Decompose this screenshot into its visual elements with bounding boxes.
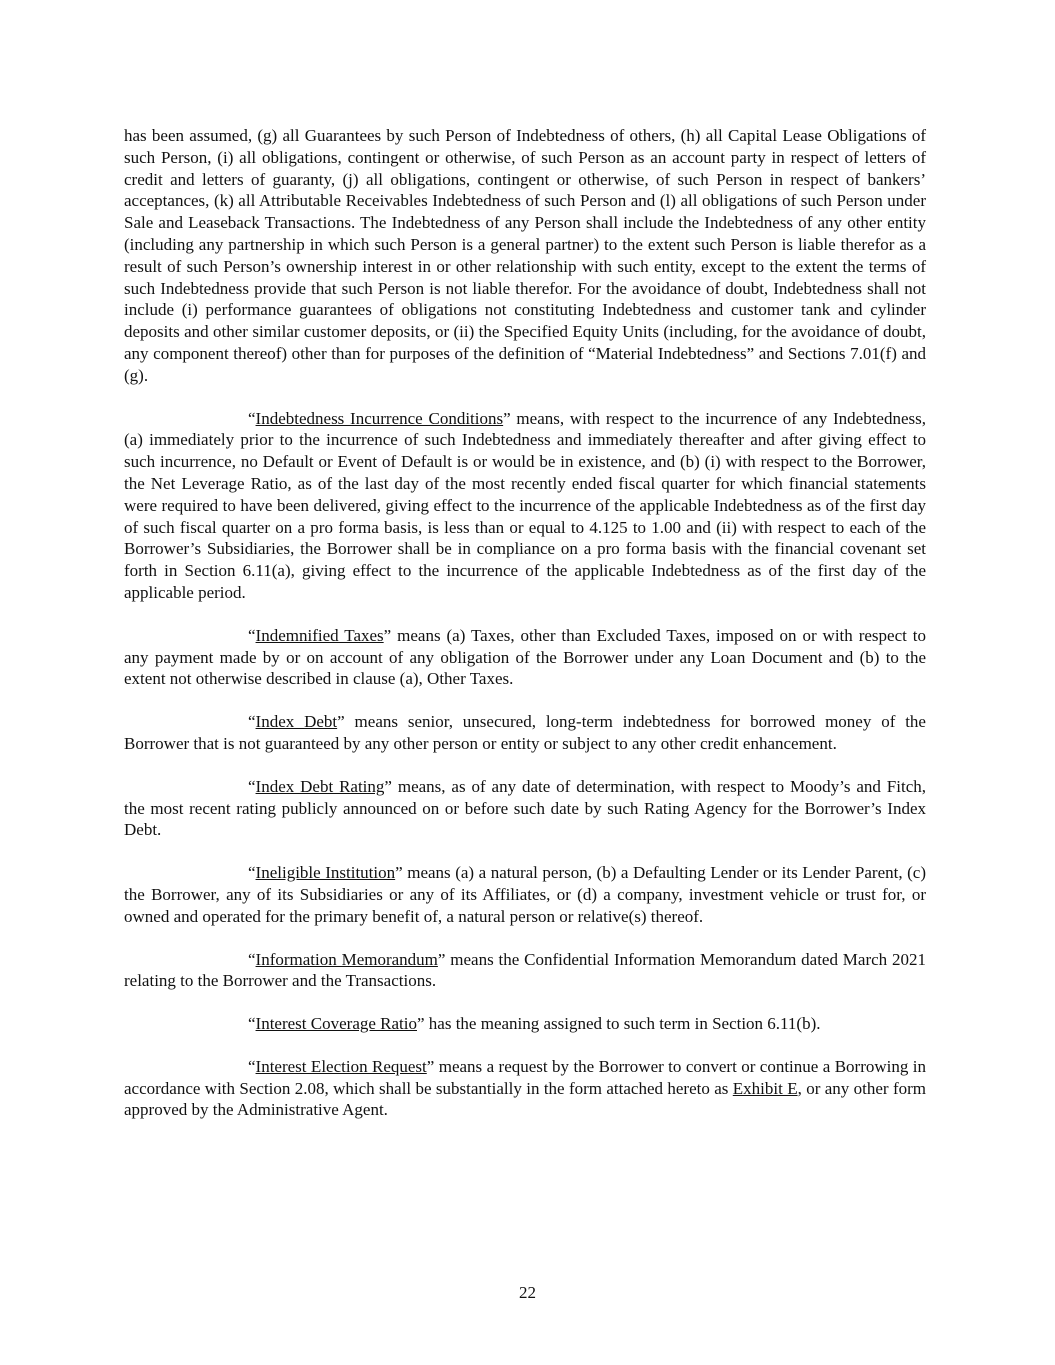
definition-text: ” means a request by the Borrower to convert or continue a Borrowing in accordance with Section 2.08, which shall be substantially in the form attached hereto as (124, 1056, 926, 1098)
defined-term: Interest Election Request (255, 1056, 427, 1076)
defined-term: Interest Coverage Ratio (255, 1014, 417, 1034)
definition-interest-election-request (124, 1056, 926, 1121)
definition-text: ” means, with respect to the incurrence of any Indebtedness, (a) immediately prior to the incurrence of such Indebtedness and immediately thereafter and after giving effect to such incurrence, no Default or Event of Default is or would be in existence, and (b) (i) with respect to the Borrower, the Net Leverage Ratio, as of the last day of the most recently ended fiscal quarter for which financial statements were required to have been delivered, giving effect to the incurrence of the applicable Indebtedness as of the first day of such fiscal quarter on a pro forma basis, is less than or equal to 4.125 to 1.00 and (ii) with respect to each of the Borrower’s Subsidiaries, the Borrower shall be in compliance on a pro forma basis with the financial covenant set forth in Section 6.11(a), giving effect to the incurrence of the applicable Indebtedness as of the first day of the applicable period. (124, 408, 927, 602)
definition-interest-coverage-ratio (124, 1013, 926, 1035)
defined-term: Index Debt Rating (255, 776, 385, 796)
definition-text: ” means (a) a natural person, (b) a Defaulting Lender or its Lender Parent, (c) the Borrower, any of its Subsidiaries or any of its Affiliates, or (d) a company, investment vehicle or trust for, or owned and operated for the primary benefit of, a natural person or relative(s) thereof. (124, 863, 926, 926)
definition-information-memorandum (124, 949, 926, 993)
definition-index-debt (124, 711, 926, 755)
definition-text: ” means (a) Taxes, other than Excluded Taxes, imposed on or with respect to any payment made by or on account of any obligation of the Borrower under any Loan Document and (b) to the extent not otherwise described in clause (a), Other Taxes. (124, 625, 926, 689)
open-quote: “ (248, 776, 256, 796)
definition-text: ” means the Confidential Information Memorandum dated March 2021 relating to the Borrower and the Transactions. (124, 949, 927, 991)
definition-indemnified-taxes (124, 625, 926, 690)
definition-index-debt-rating (124, 776, 926, 841)
paragraph-indebtedness-continued: has been assumed, (g) all Guarantees by such Person of Indebtedness of others, (h) all Capital Lease Obligations of such Person, (i) all obligations, contingent or otherwise, of such Person as an account party in respect of letters of credit and letters of guaranty, (j) all obligations, contingent or otherwise, of such Person in respect of bankers’ acceptances, (k) all Attributable Receivables Indebtedness of such Person and (l) all obligations of such Person under Sale and Leaseback Transactions. The Indebtedness of any Person shall include the Indebtedness of any other entity (including any partnership in which such Person is a general partner) to the extent such Person is liable therefor as a result of such Person’s ownership interest in or other relationship with such entity, except to the extent the terms of such Indebtedness provide that such Person is not liable therefor. For the avoidance of doubt, Indebtedness shall not include (i) performance guarantees of obligations not constituting Indebtedness and customer tank and cylinder deposits and other similar customer deposits, or (ii) the Specified Equity Units (including, for the avoidance of doubt, any component thereof) other than for purposes of the definition of “Material Indebtedness” and Sections 7.01(f) and (g). (124, 126, 926, 385)
defined-term: Indebtedness Incurrence Conditions (255, 408, 504, 428)
document-page (124, 125, 926, 1142)
definition-ineligible-institution (124, 862, 926, 927)
open-quote: “ (248, 949, 256, 969)
open-quote: “ (248, 863, 256, 883)
open-quote: “ (248, 1014, 256, 1034)
page-number: 22 (519, 1283, 536, 1302)
open-quote: “ (248, 1056, 256, 1076)
open-quote: “ (248, 625, 256, 645)
defined-term: Ineligible Institution (255, 863, 396, 883)
defined-term: Index Debt (255, 712, 338, 732)
definition-text: ” means, as of any date of determination, with respect to Moody’s and Fitch, the most recent rating publicly announced on or before such date by such Rating Agency for the Borrower’s Index Debt. (124, 776, 926, 840)
defined-term: Information Memorandum (255, 949, 438, 969)
definition-text: ” means senior, unsecured, long-term indebtedness for borrowed money of the Borrower that is not guaranteed by any other person or entity or subject to any other credit enhancement. (124, 712, 926, 753)
exhibit-reference: Exhibit E (732, 1078, 798, 1098)
open-quote: “ (248, 712, 256, 732)
open-quote: “ (248, 408, 256, 428)
definition-indebtedness-incurrence-conditions (124, 408, 926, 604)
definition-text-tail: , or any other form approved by the Administrative Agent. (124, 1078, 926, 1120)
definition-text: ” has the meaning assigned to such term in Section 6.11(b). (417, 1014, 821, 1034)
defined-term: Indemnified Taxes (255, 625, 384, 645)
